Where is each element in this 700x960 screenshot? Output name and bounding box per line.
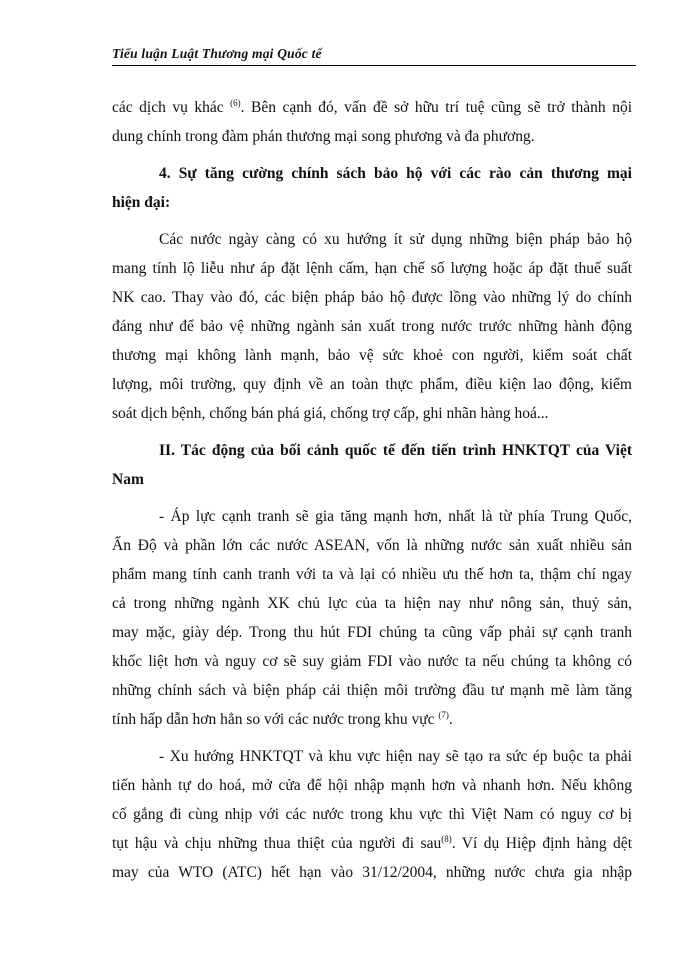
text-line bbox=[112, 705, 632, 734]
text-line: thương mại không lành mạnh, bảo vệ sức khoẻ con người, kiểm soát chất bbox=[112, 347, 632, 364]
paragraph-competition bbox=[112, 502, 632, 734]
paragraph-services bbox=[112, 93, 632, 151]
text-span: các dịch vụ khác bbox=[112, 99, 224, 116]
text-span: . Bên cạnh đó, vấn đề sở hữu trí tuệ cũng sẽ trở thành nội bbox=[240, 99, 632, 116]
text-line: phẩm mang tính canh tranh với ta và lại có nhiều ưu thế hơn ta, thậm chí ngay bbox=[112, 566, 632, 583]
heading-line: Nam bbox=[112, 471, 144, 488]
text-line: - Xu hướng HNKTQT và khu vực hiện nay sẽ tạo ra sức ép buộc ta phải bbox=[159, 748, 632, 765]
text-line: may mặc, giày dép. Trong thu hút FDI chúng ta cũng vấp phải sự cạnh tranh bbox=[112, 624, 632, 641]
heading-line: 4. Sự tăng cường chính sách bảo hộ với các rào cản thương mại bbox=[159, 165, 632, 182]
document-body bbox=[112, 93, 632, 887]
footnote-ref: (7) bbox=[438, 709, 449, 720]
section-heading-ii bbox=[112, 436, 632, 494]
text-span: tụt hậu và chịu những thua thiệt của người đi sau bbox=[112, 835, 442, 852]
text-line: đáng như để bảo vệ những ngành sản xuất trong nước trước những hành động bbox=[112, 318, 632, 335]
text-line: - Áp lực cạnh tranh sẽ gia tăng mạnh hơn, nhất là từ phía Trung Quốc, bbox=[159, 508, 632, 525]
text-line: NK cao. Thay vào đó, các biện pháp bảo hộ được lồng vào những lý do chính bbox=[112, 289, 632, 306]
text-line: Các nước ngày càng có xu hướng ít sử dụng những biện pháp bảo hộ bbox=[159, 231, 632, 248]
text-line: lượng, môi trường, quy định về an toàn thực phẩm, điều kiện lao động, kiểm bbox=[112, 376, 632, 393]
text-line: may của WTO (ATC) hết hạn vào 31/12/2004, những nước chưa gia nhập bbox=[112, 864, 632, 881]
text-line: dung chính trong đàm phán thương mại song phương và đa phương. bbox=[112, 128, 535, 145]
text-span: . bbox=[448, 711, 453, 728]
footnote-ref: (8) bbox=[441, 833, 452, 844]
header-title: Tiểu luận Luật Thương mại Quốc tế bbox=[112, 46, 322, 61]
text-span: tính hấp dẫn hơn hẳn so với các nước trong khu vực bbox=[112, 711, 435, 728]
text-line: cả trong những ngành XK chủ lực của ta hiện nay như nông sản, thuỷ sản, bbox=[112, 595, 632, 612]
text-line bbox=[112, 829, 632, 858]
footnote-ref: (6) bbox=[230, 97, 241, 108]
paragraph-protection bbox=[112, 225, 632, 428]
text-line: mang tính lộ liễu như áp đặt lệnh cấm, hạn chế số lượng hoặc áp đặt thuế suất bbox=[112, 260, 632, 277]
text-line: cố gắng đi cùng nhịp với các nước trong khu vực thì Việt Nam có nguy cơ bị bbox=[112, 806, 632, 823]
section-heading-4 bbox=[112, 159, 632, 217]
paragraph-integration bbox=[112, 742, 632, 887]
text-line: khốc liệt hơn và nguy cơ sẽ suy giảm FDI vào nước ta nếu chúng ta không có bbox=[112, 653, 632, 670]
heading-line: II. Tác động của bối cảnh quốc tế đến tiến trình HNKTQT của Việt bbox=[159, 442, 632, 459]
text-line bbox=[112, 93, 632, 122]
heading-line: hiện đại: bbox=[112, 194, 171, 211]
text-line: tiến hành tự do hoá, mở cửa để hội nhập mạnh hơn và nhanh hơn. Nếu không bbox=[112, 777, 632, 794]
text-line: những chính sách và biện pháp cải thiện môi trường đầu tư mạnh mẽ làm tăng bbox=[112, 682, 632, 699]
text-span: . Ví dụ Hiệp định hàng dệt bbox=[451, 835, 632, 852]
header-rule bbox=[112, 65, 636, 66]
text-line: Ấn Độ và phần lớn các nước ASEAN, vốn là những nước sản xuất nhiều sản bbox=[112, 537, 632, 554]
text-line: soát dịch bệnh, chống bán phá giá, chống trợ cấp, ghi nhãn hàng hoá... bbox=[112, 405, 549, 422]
